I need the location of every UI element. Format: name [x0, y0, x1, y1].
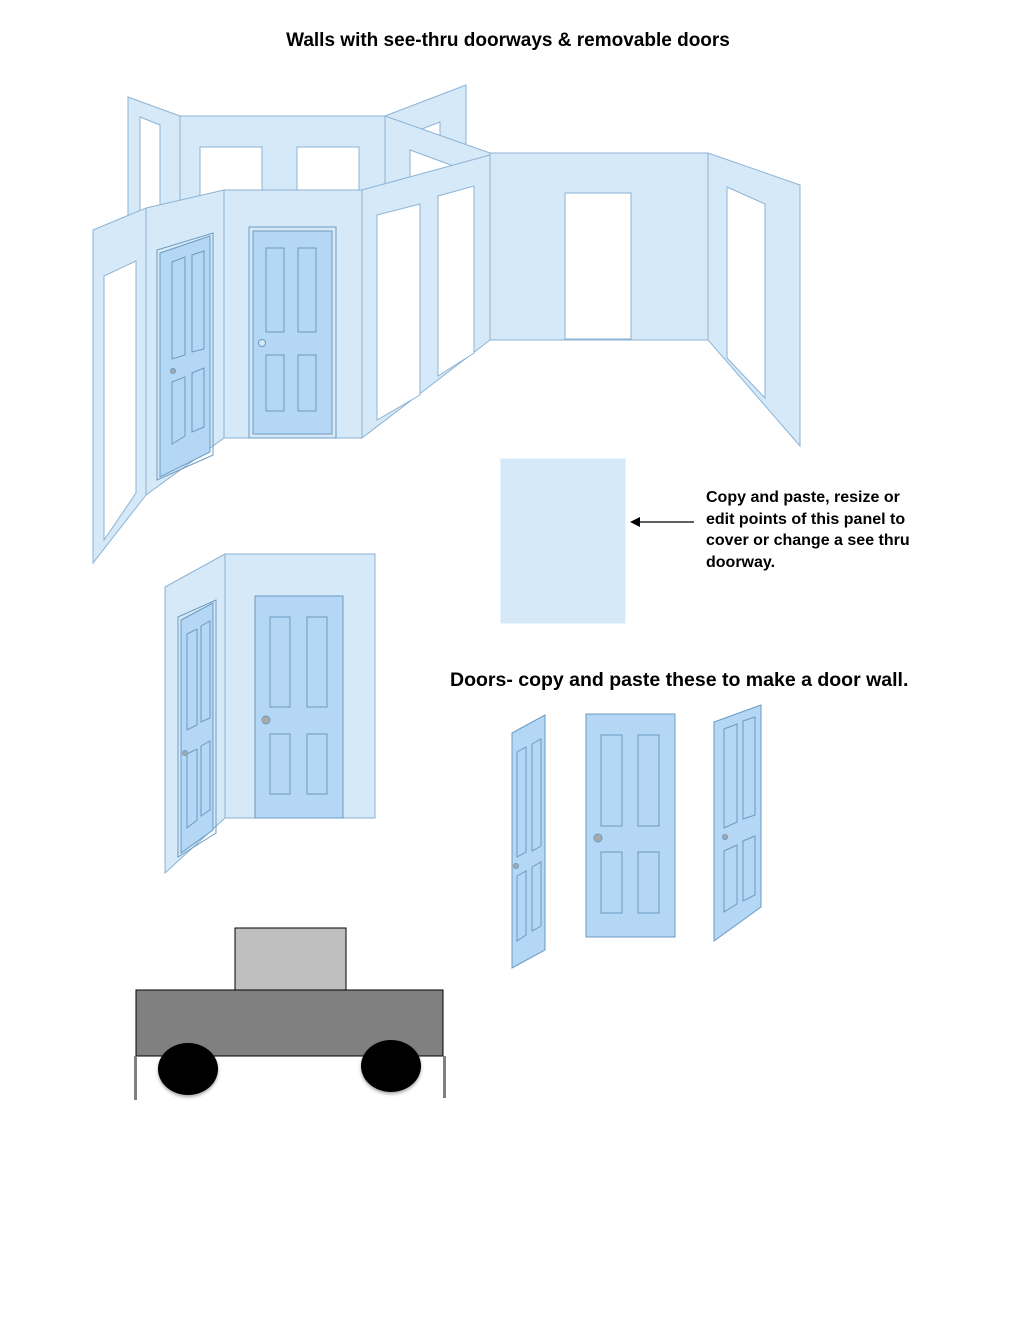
door-knob: [514, 864, 519, 869]
door-panel: [270, 617, 290, 707]
front-door[interactable]: [253, 231, 332, 434]
door-panel: [298, 248, 316, 332]
door-panel: [192, 368, 204, 432]
door-panel: [743, 717, 755, 819]
door-panel: [638, 852, 659, 913]
door-panel: [172, 377, 185, 444]
door-panel: [601, 852, 622, 913]
door-panel: [743, 836, 755, 901]
vehicle-bumper-left: [134, 1056, 137, 1100]
door-knob: [594, 834, 602, 842]
vehicle-bumper-right: [443, 1056, 446, 1098]
door-panel: [638, 735, 659, 826]
door-panel: [307, 617, 327, 707]
door-panel: [187, 629, 197, 730]
front-door[interactable]: [255, 596, 343, 818]
vehicle: [134, 928, 446, 1100]
vehicle-wheel-left[interactable]: [158, 1043, 218, 1095]
doors-heading: Doors- copy and paste these to make a door wall.: [450, 669, 909, 691]
door-panel: [307, 734, 327, 794]
door-panel: [270, 734, 290, 794]
door-knob: [183, 751, 188, 756]
door-panel: [532, 739, 541, 851]
door-panel: [201, 621, 210, 722]
door-panel: [172, 257, 185, 359]
door-knob: [723, 835, 728, 840]
page-title: Walls with see-thru doorways & removable doors: [286, 30, 730, 51]
door-panel: [601, 735, 622, 826]
door-panel: [266, 248, 284, 332]
door-knob: [171, 369, 176, 374]
door-knob: [262, 716, 270, 724]
door-panel: [187, 749, 197, 828]
door-front[interactable]: [586, 714, 675, 937]
panel-note: Copy and paste, resize or edit points of this panel to cover or change a see thru doorway.: [706, 489, 910, 571]
door-panel: [724, 724, 737, 828]
see-thru-doorway: [104, 261, 136, 540]
door-panel: [724, 845, 737, 912]
vehicle-cab[interactable]: [235, 928, 346, 990]
corner-wall-sample: [165, 554, 375, 873]
door-panel: [517, 871, 526, 941]
see-thru-doorway: [565, 193, 631, 339]
door-panel: [532, 862, 541, 931]
arrow-head: [630, 517, 640, 527]
see-thru-doorway: [377, 204, 420, 420]
door-pieces: [512, 705, 761, 968]
door-panel: [517, 747, 526, 857]
cover-panel[interactable]: [501, 459, 625, 623]
see-thru-doorway: [438, 186, 474, 376]
door-panel: [298, 355, 316, 411]
door-knob: [259, 340, 266, 347]
door-panel: [201, 741, 210, 816]
door-panel: [192, 251, 204, 352]
vehicle-wheel-right[interactable]: [361, 1040, 421, 1092]
door-panel: [266, 355, 284, 411]
